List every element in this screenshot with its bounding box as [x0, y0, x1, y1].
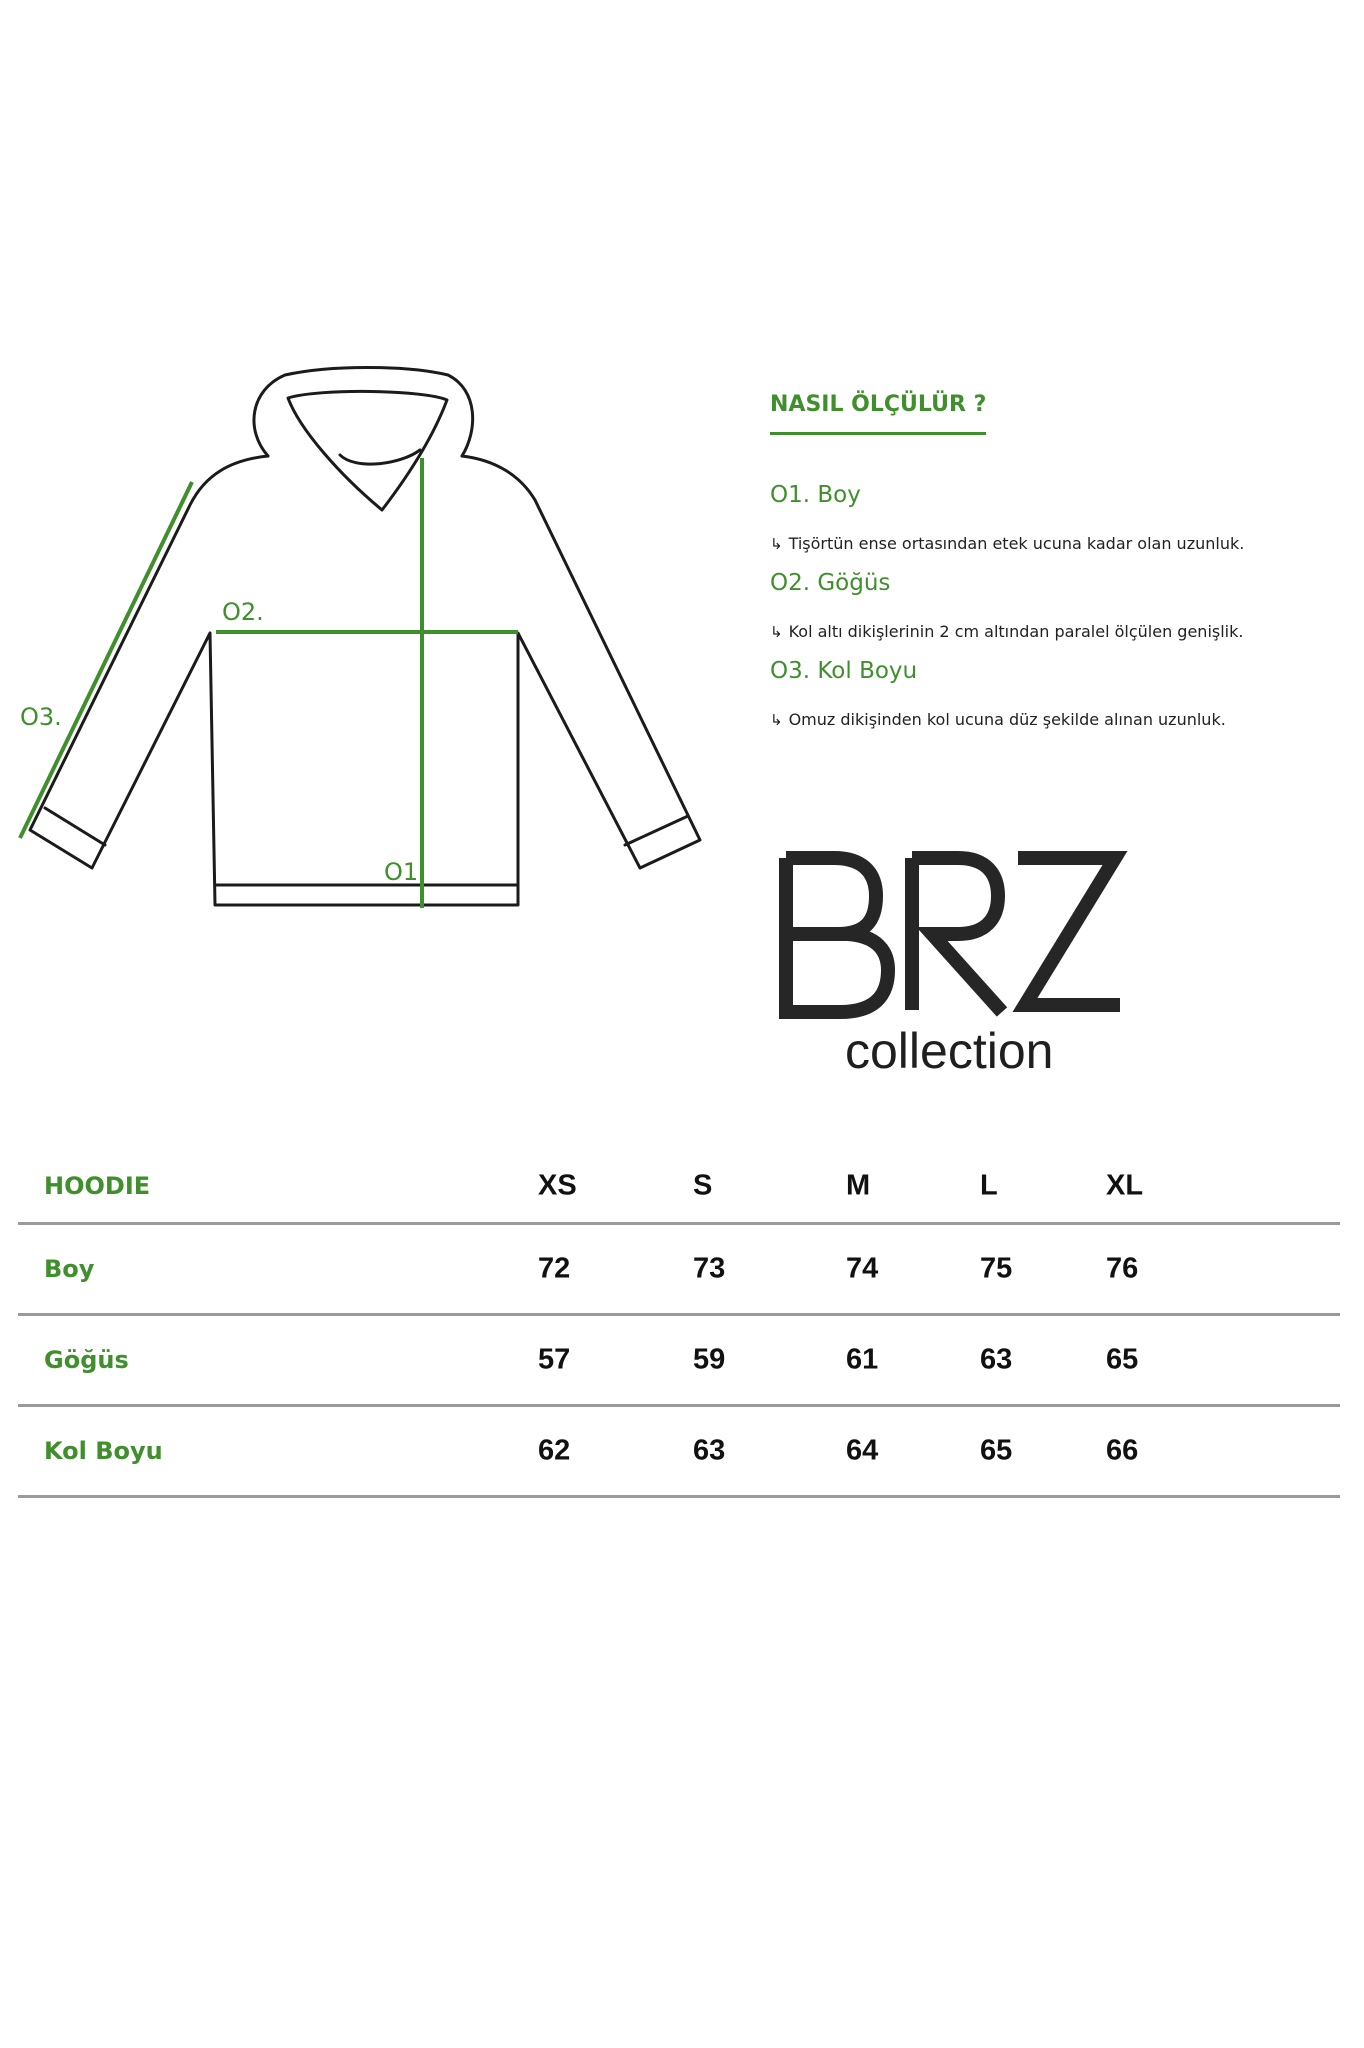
brand-subtitle: collection — [845, 1023, 1054, 1079]
sleeve-measure-line — [20, 482, 192, 838]
table-cell: 62 — [538, 1434, 571, 1467]
guide-item-gogus-desc: ↳ Kol altı dikişlerinin 2 cm altından paralel ölçülen genişlik. — [770, 622, 1244, 641]
size-header-m: M — [846, 1169, 871, 1202]
table-cell: 65 — [980, 1434, 1013, 1467]
guide-item-boy-head: O1. Boy — [770, 482, 861, 508]
body-outline — [30, 456, 700, 905]
size-header-l: L — [980, 1169, 998, 1202]
size-header-xl: XL — [1106, 1169, 1144, 1202]
table-cell: 75 — [980, 1252, 1013, 1285]
arrow-icon: ↳ — [770, 711, 783, 729]
guide-item-kolboyu-desc: ↳ Omuz dikişinden kol ucuna düz şekilde alınan uzunluk. — [770, 710, 1226, 729]
table-cell: 63 — [980, 1343, 1013, 1376]
table-cell: 63 — [693, 1434, 726, 1467]
guide-title: NASIL ÖLÇÜLÜR ? — [770, 392, 987, 417]
size-header-xs: XS — [538, 1169, 577, 1202]
product-type-label: HOODIE — [44, 1172, 151, 1200]
label-o3: O3. — [20, 703, 62, 731]
table-header-row — [18, 1150, 1340, 1225]
hoodie-diagram — [0, 0, 740, 940]
table-row — [18, 1407, 1340, 1498]
table-row — [18, 1225, 1340, 1316]
arrow-icon: ↳ — [770, 535, 783, 553]
table-cell: 57 — [538, 1343, 571, 1376]
table-cell: 64 — [846, 1434, 879, 1467]
table-cell: 76 — [1106, 1252, 1139, 1285]
size-header-s: S — [693, 1169, 713, 1202]
hood-outline — [254, 368, 473, 457]
guide-item-boy-desc: ↳ Tişörtün ense ortasından etek ucuna kadar olan uzunluk. — [770, 534, 1245, 553]
row-label: Kol Boyu — [44, 1437, 163, 1465]
table-cell: 72 — [538, 1252, 571, 1285]
guide-item-kolboyu-head: O3. Kol Boyu — [770, 658, 918, 684]
right-cuff — [625, 816, 688, 845]
size-chart-table — [18, 1150, 1340, 1498]
label-o1: O1. — [384, 858, 426, 886]
row-label: Boy — [44, 1255, 95, 1283]
table-cell: 74 — [846, 1252, 879, 1285]
arrow-icon: ↳ — [770, 623, 783, 641]
left-cuff — [45, 808, 105, 845]
guide-item-gogus-head: O2. Göğüs — [770, 570, 891, 596]
table-cell: 59 — [693, 1343, 726, 1376]
row-label: Göğüs — [44, 1346, 129, 1374]
table-row — [18, 1316, 1340, 1407]
table-cell: 66 — [1106, 1434, 1139, 1467]
table-cell: 61 — [846, 1343, 879, 1376]
table-cell: 65 — [1106, 1343, 1139, 1376]
table-cell: 73 — [693, 1252, 726, 1285]
neck-seam — [340, 450, 420, 464]
label-o2: O2. — [222, 598, 264, 626]
guide-title-underline — [770, 432, 986, 435]
